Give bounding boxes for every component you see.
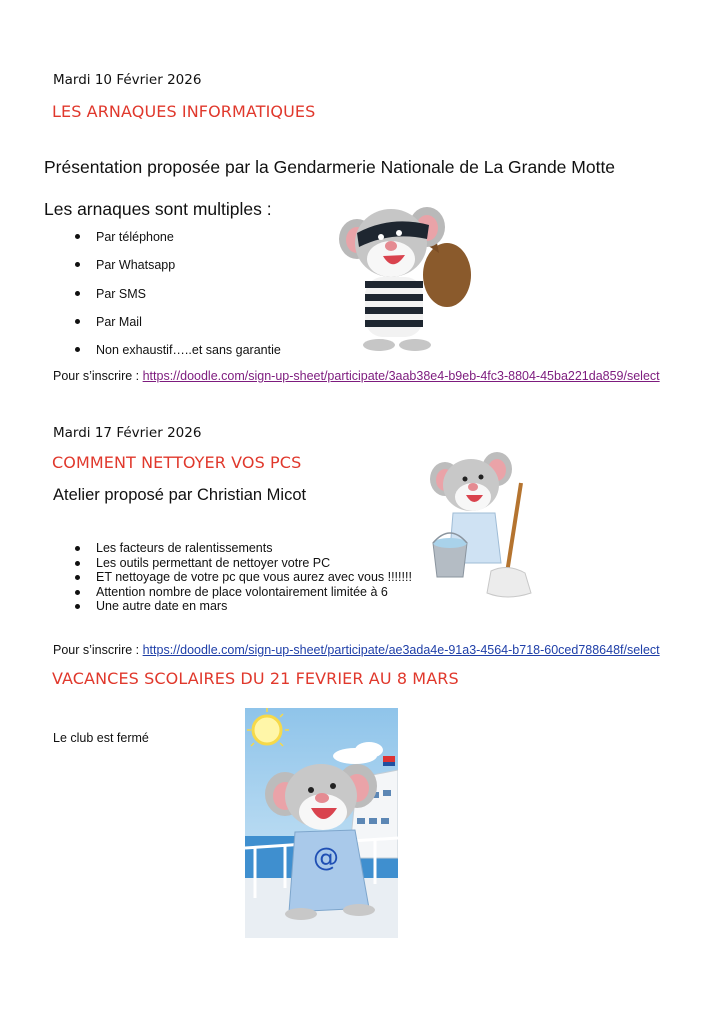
list-item: Les outils permettant de nettoyer votre PC <box>52 556 422 571</box>
burglar-mouse-illustration <box>335 193 475 355</box>
list-item: Par Whatsapp <box>52 257 342 285</box>
event1-intro: Les arnaques sont multiples : <box>44 199 272 219</box>
bullet-icon <box>75 575 80 580</box>
bullet-icon <box>75 262 80 267</box>
event1-title: LES ARNAQUES INFORMATIQUES <box>52 102 316 121</box>
event3-text: Le club est fermé <box>53 731 149 745</box>
bullet-icon <box>75 319 80 324</box>
bullet-icon <box>75 347 80 352</box>
register-label: Pour s’inscrire : <box>53 369 143 383</box>
event2-date: Mardi 17 Février 2026 <box>53 425 202 441</box>
event3-title: VACANCES SCOLAIRES DU 21 FEVRIER AU 8 MARS <box>52 669 459 688</box>
event1-date: Mardi 10 Février 2026 <box>53 72 202 88</box>
list-item: Une autre date en mars <box>52 599 422 614</box>
bullet-icon <box>75 604 80 609</box>
bullet-icon <box>75 234 80 239</box>
list-item: Par SMS <box>52 286 342 314</box>
list-item: Les facteurs de ralentissements <box>52 541 422 556</box>
event2-list <box>52 541 422 614</box>
bullet-icon <box>75 291 80 296</box>
list-item: Non exhaustif…..et sans garantie <box>52 342 342 370</box>
event2-presenter: Atelier proposé par Christian Micot <box>53 486 307 504</box>
register-label: Pour s’inscrire : <box>53 643 143 657</box>
event1-register <box>53 369 660 383</box>
event1-list <box>52 229 342 370</box>
sack-shape <box>423 243 471 307</box>
cleaning-mouse-illustration <box>425 445 535 600</box>
register-link[interactable]: https://doodle.com/sign-up-sheet/participate/3aab38e4-b9eb-4fc3-8804-45ba221da859/select <box>142 369 660 383</box>
bullet-icon <box>75 561 80 566</box>
register-link[interactable]: https://doodle.com/sign-up-sheet/participate/ae3ada4e-91a3-4564-b718-60ced788648f/select <box>142 643 660 657</box>
bullet-icon <box>75 546 80 551</box>
list-item: ET nettoyage de votre pc que vous aurez avec vous !!!!!!! <box>52 570 422 585</box>
vacation-mouse-illustration <box>245 708 398 938</box>
list-item: Attention nombre de place volontairement limitée à 6 <box>52 585 422 600</box>
event2-register <box>53 643 660 657</box>
event2-title: COMMENT NETTOYER VOS PCS <box>52 453 302 472</box>
bullet-icon <box>75 590 80 595</box>
list-item: Par téléphone <box>52 229 342 257</box>
list-item: Par Mail <box>52 314 342 342</box>
event1-presenter: Présentation proposée par la Gendarmerie Nationale de La Grande Motte <box>44 157 616 177</box>
at-symbol: @ <box>313 843 339 873</box>
